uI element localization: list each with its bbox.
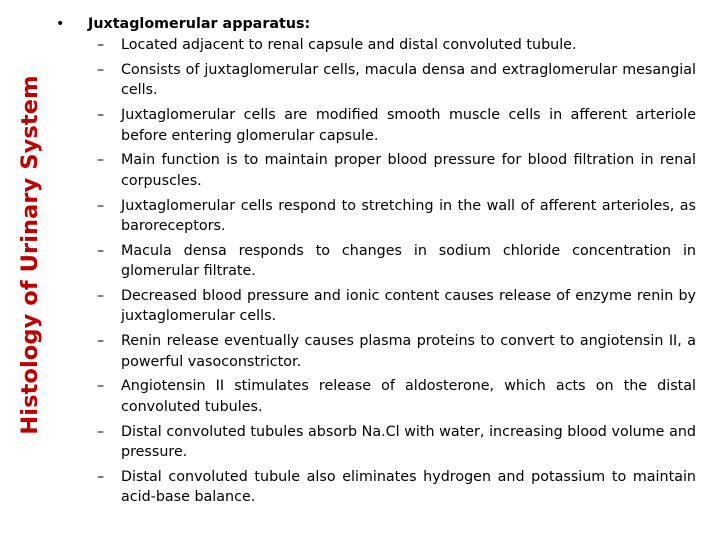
sub-point xyxy=(88,331,696,372)
sub-point xyxy=(88,105,696,146)
bullet-heading: Juxtaglomerular apparatus: xyxy=(88,16,311,32)
dash-marker: – xyxy=(97,62,105,78)
sub-point xyxy=(88,286,696,327)
sub-point-text: Juxtaglomerular cells are modified smooth muscle cells in afferent arteriole before entering glomerular capsule. xyxy=(121,107,696,144)
sub-point-text: Located adjacent to renal capsule and distal convoluted tubule. xyxy=(121,37,577,54)
dash-marker: – xyxy=(97,423,105,440)
slide-content xyxy=(56,13,696,512)
sub-point xyxy=(88,60,696,101)
sub-point xyxy=(88,241,696,282)
sub-point-text: Juxtaglomerular cells respond to stretching in the wall of afferent arterioles, as baroreceptors. xyxy=(121,197,696,235)
dash-marker: – xyxy=(97,378,105,395)
sub-point-text: Distal convoluted tubules absorb Na.Cl with water, increasing blood volume and pressure. xyxy=(121,423,696,461)
sub-point-text: Renin release eventually causes plasma proteins to convert to angiotensin II, a powerful vasoconstrictor. xyxy=(121,333,696,370)
sub-point-text: Macula densa responds to changes in sodium chloride concentration in glomerular filtrate. xyxy=(121,242,696,280)
sub-point-text: Decreased blood pressure and ionic content causes release of enzyme renin by juxtaglomerular cells. xyxy=(121,288,696,325)
sub-point xyxy=(88,467,696,508)
dash-marker: – xyxy=(97,333,105,350)
sub-point-text: Consists of juxtaglomerular cells, macula densa and extraglomerular mesangial cells. xyxy=(121,62,696,99)
dash-marker: – xyxy=(97,37,105,54)
dash-marker: – xyxy=(97,242,105,259)
sub-point xyxy=(88,422,696,463)
sub-point xyxy=(88,376,696,417)
dash-marker: – xyxy=(97,288,105,305)
bullet-marker: • xyxy=(56,16,65,32)
dash-marker: – xyxy=(97,197,105,214)
side-title: Histology of Urinary System xyxy=(17,75,43,435)
main-bullet xyxy=(56,13,696,35)
sub-point-text: Angiotensin II stimulates release of aldosterone, which acts on the distal convoluted tubules. xyxy=(121,378,696,415)
sub-point xyxy=(88,35,696,55)
dash-marker: – xyxy=(97,468,105,485)
sub-point xyxy=(88,150,696,191)
sub-point-list xyxy=(56,35,696,507)
sub-point-text: Main function is to maintain proper blood pressure for blood filtration in renal corpuscles. xyxy=(121,152,696,189)
dash-marker: – xyxy=(97,152,105,169)
side-title-container xyxy=(0,0,60,540)
sub-point-text: Distal convoluted tubule also eliminates hydrogen and potassium to maintain acid-base balance. xyxy=(121,468,696,506)
sub-point xyxy=(88,196,696,237)
dash-marker: – xyxy=(97,107,105,124)
